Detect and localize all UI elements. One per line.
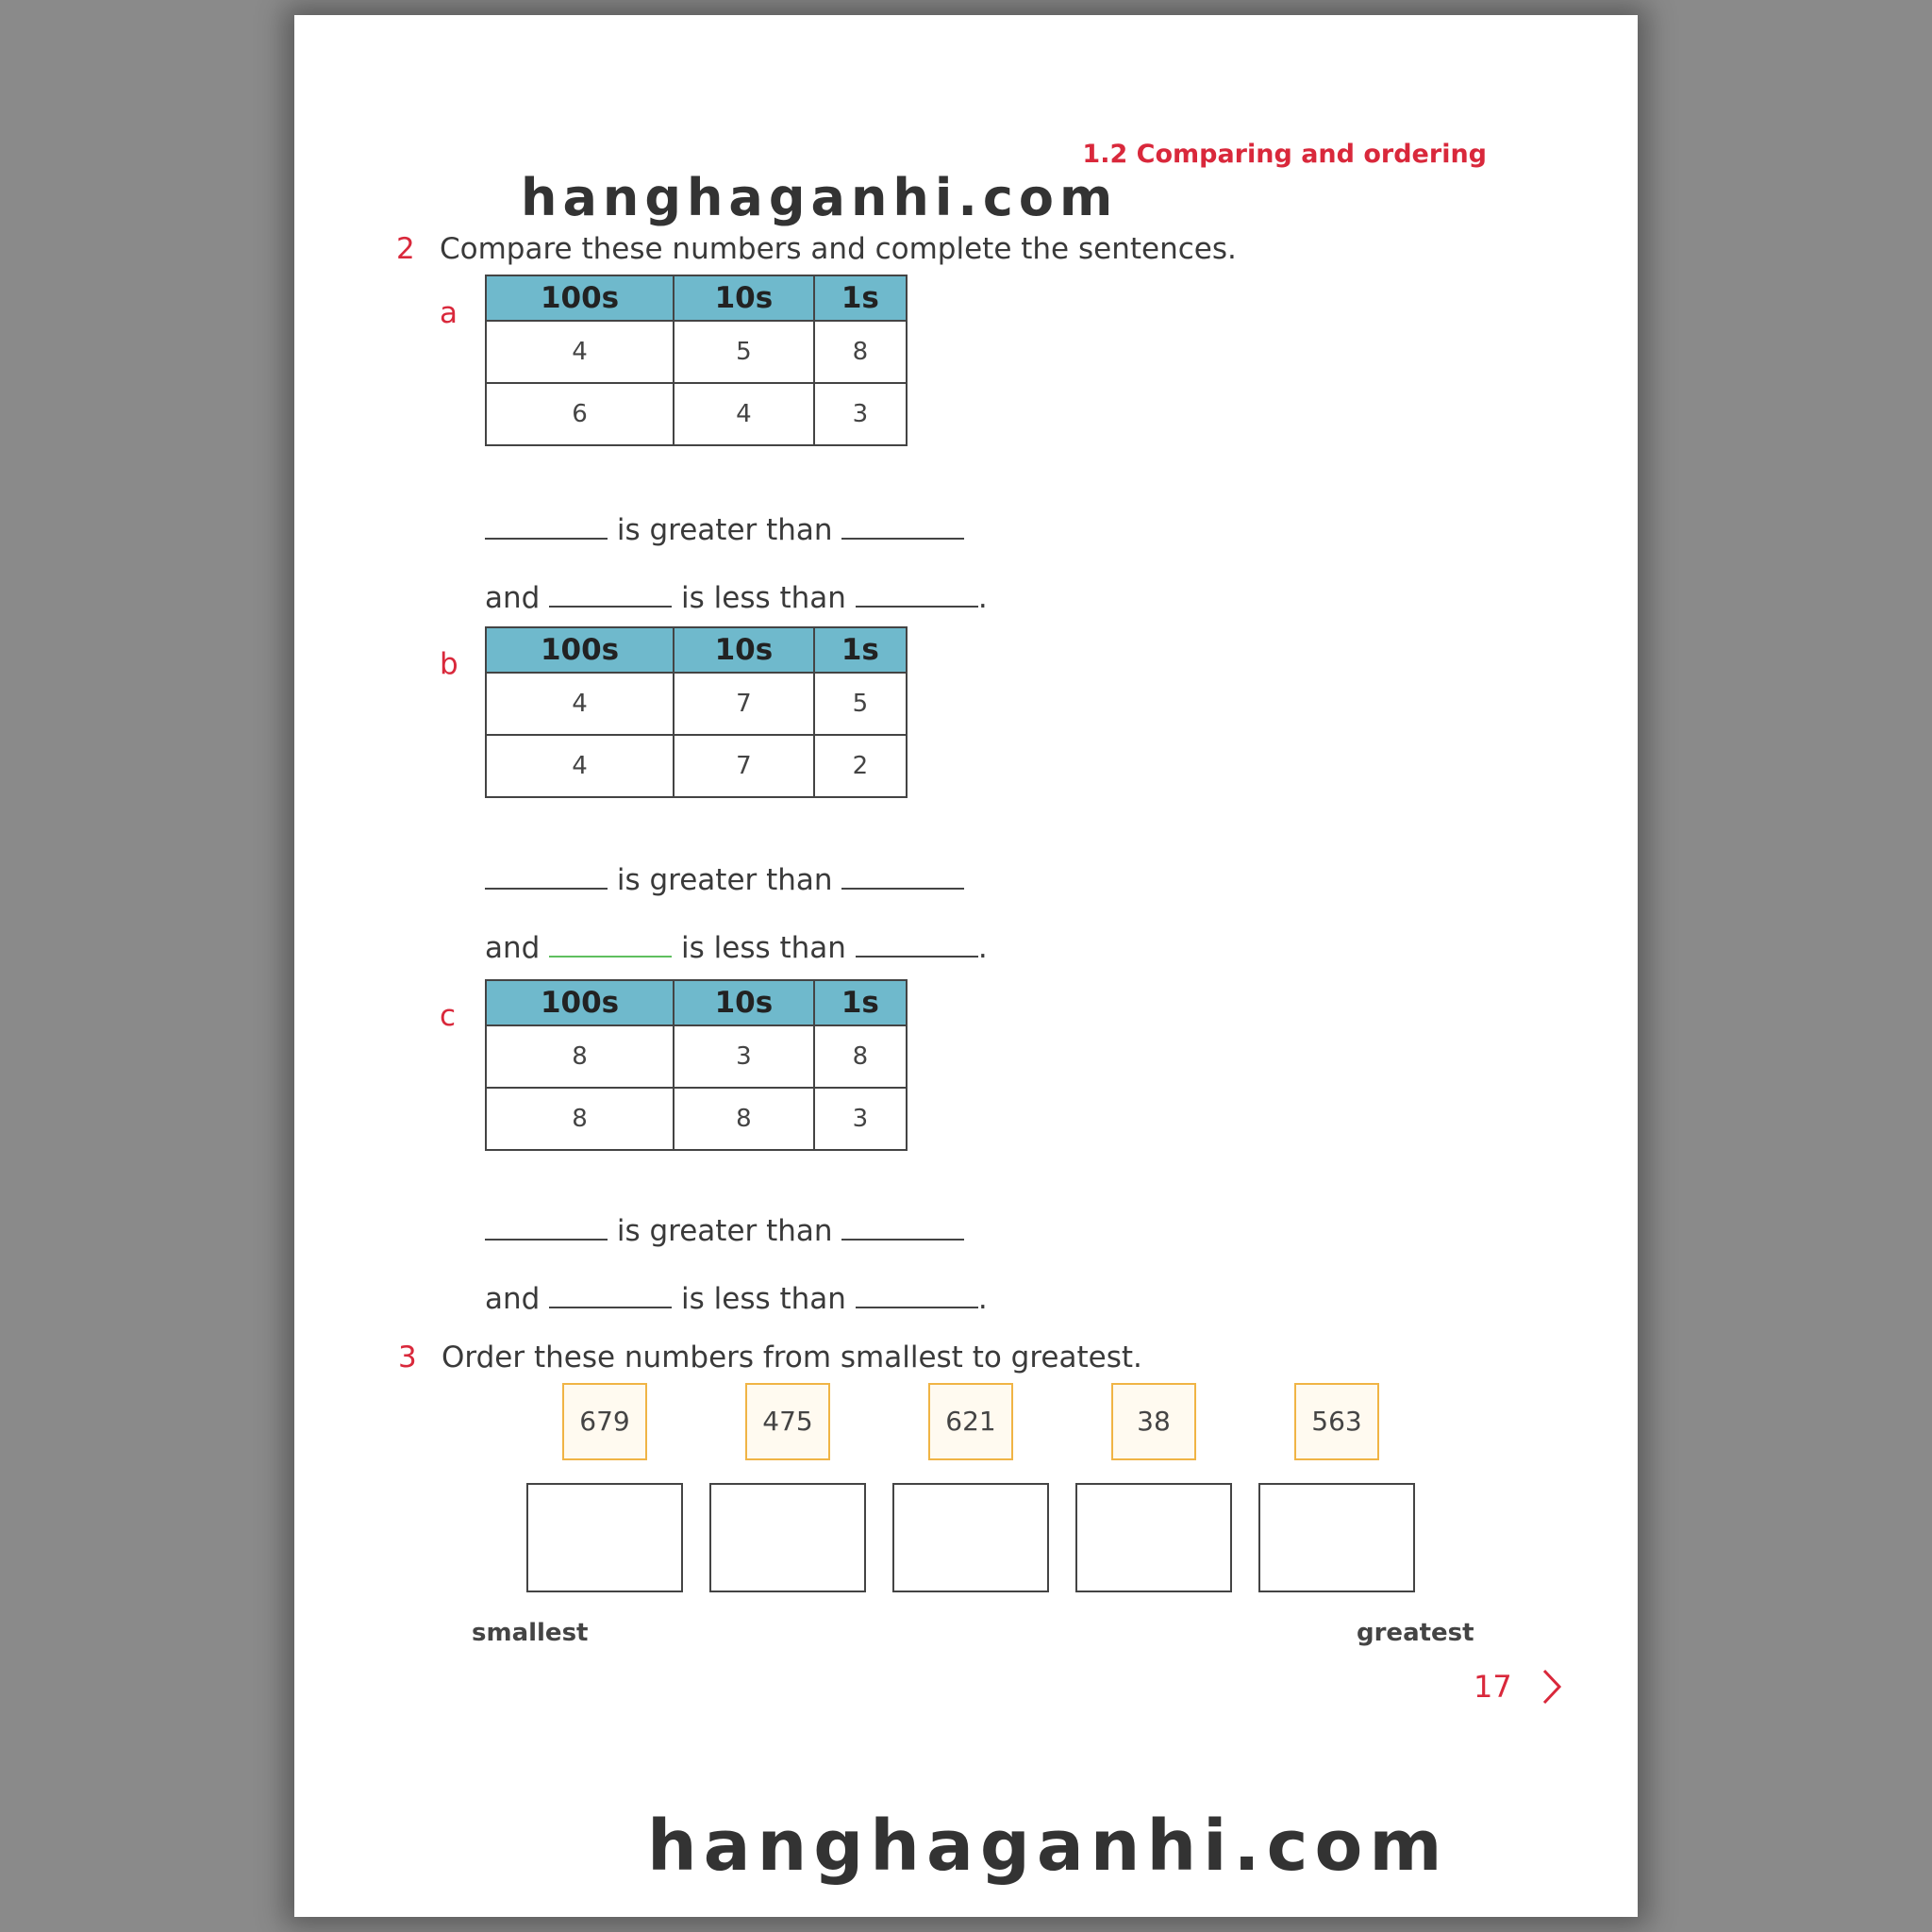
- question-2-number: 2: [396, 232, 415, 266]
- sentence-b-less: [485, 931, 988, 965]
- sentence-a-less: [485, 581, 988, 615]
- header-tens: 10s: [674, 275, 814, 321]
- less-than-text: is less than: [681, 581, 846, 615]
- answer-box[interactable]: [526, 1483, 683, 1592]
- answer-blank[interactable]: [841, 863, 964, 890]
- header-hundreds: 100s: [486, 627, 674, 673]
- answer-blank[interactable]: [549, 581, 672, 608]
- page-number: 17: [1474, 1669, 1512, 1705]
- period: .: [977, 581, 988, 615]
- answer-blank[interactable]: [549, 1282, 672, 1308]
- cell: 5: [814, 673, 907, 735]
- place-value-table-b: [485, 626, 908, 798]
- cell: 4: [486, 673, 674, 735]
- period: .: [977, 931, 988, 965]
- answer-box[interactable]: [892, 1483, 1049, 1592]
- answer-blank[interactable]: [841, 1214, 964, 1241]
- cell: 8: [486, 1025, 674, 1088]
- number-card[interactable]: 475: [745, 1383, 830, 1460]
- and-text: and: [485, 1282, 541, 1316]
- cell: 8: [814, 321, 907, 383]
- number-card[interactable]: 621: [928, 1383, 1013, 1460]
- chevron-right-icon[interactable]: [1541, 1668, 1562, 1706]
- answer-blank[interactable]: [856, 581, 978, 608]
- cell: 3: [674, 1025, 814, 1088]
- watermark-top: hanghaganhi.com: [521, 168, 1119, 227]
- part-a-letter: a: [440, 296, 458, 330]
- less-than-text: is less than: [681, 1282, 846, 1316]
- question-3-number: 3: [398, 1341, 417, 1374]
- and-text: and: [485, 581, 541, 615]
- answer-blank[interactable]: [856, 931, 978, 958]
- and-text: and: [485, 931, 541, 965]
- table-row: [486, 735, 907, 797]
- number-card[interactable]: 38: [1111, 1383, 1196, 1460]
- less-than-text: is less than: [681, 931, 846, 965]
- greater-than-text: is greater than: [616, 863, 833, 897]
- number-card[interactable]: 563: [1294, 1383, 1379, 1460]
- cell: 5: [674, 321, 814, 383]
- answer-blank[interactable]: [485, 1214, 608, 1241]
- workbook-page: [294, 15, 1638, 1917]
- header-hundreds: 100s: [486, 275, 674, 321]
- question-3-prompt: Order these numbers from smallest to greatest.: [441, 1341, 1142, 1374]
- cell: 8: [674, 1088, 814, 1150]
- period: .: [977, 1282, 988, 1316]
- header-ones: 1s: [814, 980, 907, 1025]
- part-c-letter: c: [440, 999, 457, 1033]
- smallest-label: smallest: [472, 1619, 589, 1647]
- answer-box[interactable]: [1075, 1483, 1232, 1592]
- cell: 3: [814, 1088, 907, 1150]
- header-hundreds: 100s: [486, 980, 674, 1025]
- greater-than-text: is greater than: [616, 1214, 833, 1248]
- greater-than-text: is greater than: [616, 513, 833, 547]
- cell: 7: [674, 673, 814, 735]
- sentence-a-greater: [485, 513, 964, 547]
- answer-blank[interactable]: [549, 931, 672, 958]
- cell: 4: [674, 383, 814, 445]
- watermark-bottom: hanghaganhi.com: [647, 1806, 1449, 1887]
- table-row: [486, 1088, 907, 1150]
- sentence-c-greater: [485, 1214, 964, 1248]
- table-row: [486, 673, 907, 735]
- cell: 6: [486, 383, 674, 445]
- table-row: [486, 383, 907, 445]
- answer-blank[interactable]: [485, 863, 608, 890]
- cell: 4: [486, 321, 674, 383]
- header-ones: 1s: [814, 627, 907, 673]
- answer-box[interactable]: [1258, 1483, 1415, 1592]
- header-ones: 1s: [814, 275, 907, 321]
- part-b-letter: b: [440, 647, 458, 681]
- cell: 4: [486, 735, 674, 797]
- answer-box[interactable]: [709, 1483, 866, 1592]
- sentence-c-less: [485, 1282, 988, 1316]
- answer-blank[interactable]: [856, 1282, 978, 1308]
- cell: 8: [814, 1025, 907, 1088]
- question-2-prompt: Compare these numbers and complete the sentences.: [440, 232, 1237, 266]
- section-header: 1.2 Comparing and ordering: [1082, 140, 1487, 169]
- place-value-table-a: [485, 275, 908, 446]
- cell: 3: [814, 383, 907, 445]
- number-card[interactable]: 679: [562, 1383, 647, 1460]
- header-tens: 10s: [674, 627, 814, 673]
- answer-blank[interactable]: [841, 513, 964, 540]
- cell: 8: [486, 1088, 674, 1150]
- table-row: [486, 321, 907, 383]
- cell: 7: [674, 735, 814, 797]
- header-tens: 10s: [674, 980, 814, 1025]
- cell: 2: [814, 735, 907, 797]
- table-row: [486, 1025, 907, 1088]
- greatest-label: greatest: [1357, 1619, 1474, 1647]
- answer-blank[interactable]: [485, 513, 608, 540]
- place-value-table-c: [485, 979, 908, 1151]
- sentence-b-greater: [485, 863, 964, 897]
